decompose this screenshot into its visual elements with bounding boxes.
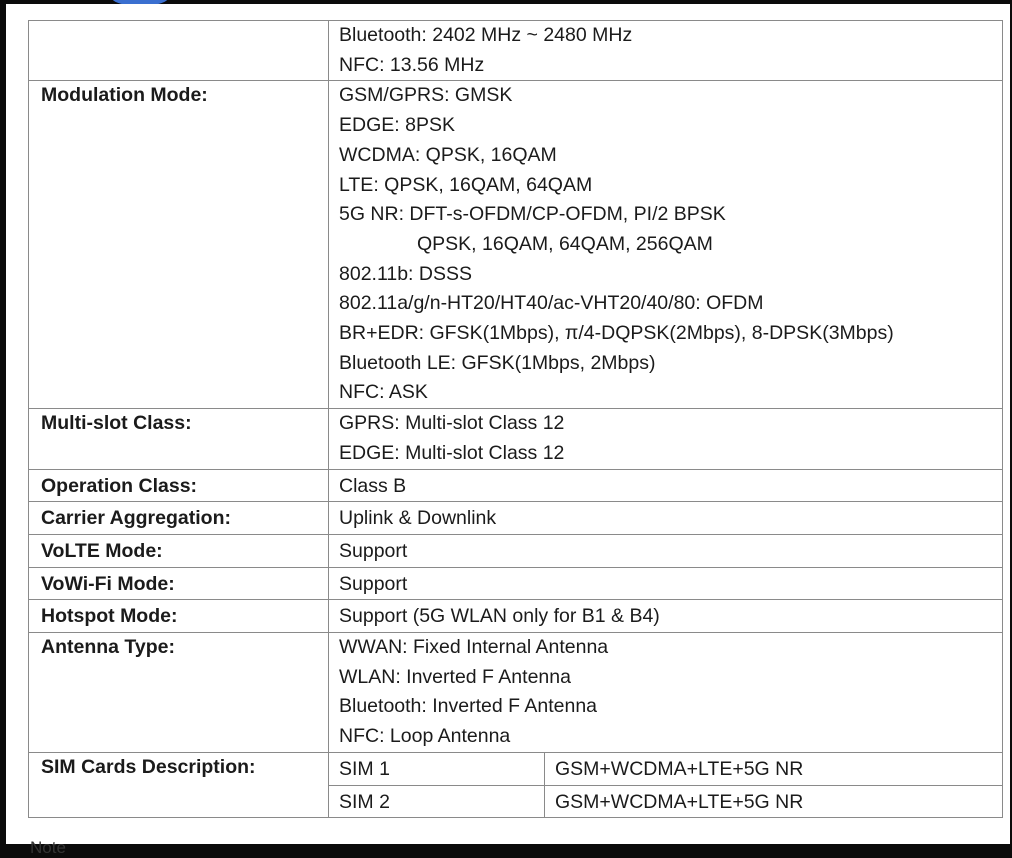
sim-value: GSM+WCDMA+LTE+5G NR: [545, 785, 1003, 818]
spec-line: EDGE: 8PSK: [339, 114, 455, 137]
spec-line: WCDMA: QPSK, 16QAM: [339, 143, 557, 166]
spec-line: NFC: ASK: [339, 381, 428, 404]
spec-row-volte: [29, 534, 1003, 567]
spec-value-carrier-aggregation: Uplink & Downlink: [329, 502, 1003, 535]
spec-label-carrier-aggregation: Carrier Aggregation:: [29, 502, 329, 535]
spec-line: BR+EDR: GFSK(1Mbps), π/4-DQPSK(2Mbps), 8-DPSK(3Mbps): [339, 322, 894, 345]
spec-row-carrier-aggregation: [29, 502, 1003, 535]
spec-label-sim-cards: SIM Cards Description:: [29, 752, 329, 817]
spec-value-antenna: [329, 633, 1003, 753]
spec-label-frequency: [29, 21, 329, 81]
spec-line: NFC: Loop Antenna: [339, 725, 511, 748]
spec-row-multislot: [29, 409, 1003, 469]
spec-line: EDGE: Multi-slot Class 12: [339, 441, 565, 464]
spec-line: GSM/GPRS: GMSK: [339, 84, 513, 107]
spec-label-operation-class: Operation Class:: [29, 469, 329, 502]
sim-name: SIM 1: [329, 752, 545, 785]
spec-line: NFC: 13.56 MHz: [339, 53, 485, 76]
spec-value-vowifi: Support: [329, 567, 1003, 600]
spec-value-modulation: [329, 81, 1003, 409]
spec-row-hotspot: [29, 600, 1003, 633]
spec-row-antenna: [29, 633, 1003, 753]
spec-row-operation-class: [29, 469, 1003, 502]
spec-row-modulation: [29, 81, 1003, 409]
spec-label-antenna: Antenna Type:: [29, 633, 329, 753]
spec-label-modulation: Modulation Mode:: [29, 81, 329, 409]
spec-label-vowifi: VoWi-Fi Mode:: [29, 567, 329, 600]
spec-value-frequency: [329, 21, 1003, 81]
spec-value-hotspot: Support (5G WLAN only for B1 & B4): [329, 600, 1003, 633]
spec-value-operation-class: Class B: [329, 469, 1003, 502]
spec-table: [28, 20, 1003, 818]
sim-value: GSM+WCDMA+LTE+5G NR: [545, 752, 1003, 785]
spec-line: QPSK, 16QAM, 64QAM, 256QAM: [417, 232, 713, 255]
spec-line: 802.11b: DSSS: [339, 262, 472, 285]
spec-row-sim-1: [29, 752, 1003, 785]
document-page: [6, 4, 1010, 857]
footer-note: Note: [30, 838, 66, 857]
spec-line: Bluetooth: Inverted F Antenna: [339, 695, 598, 718]
spec-line: LTE: QPSK, 16QAM, 64QAM: [339, 173, 593, 196]
spec-line: GPRS: Multi-slot Class 12: [339, 412, 565, 435]
spec-line: Bluetooth: 2402 MHz ~ 2480 MHz: [339, 24, 633, 46]
spec-line: 802.11a/g/n-HT20/HT40/ac-VHT20/40/80: OFDM: [339, 292, 764, 315]
sim-name: SIM 2: [329, 785, 545, 818]
spec-value-multislot: [329, 409, 1003, 469]
spec-label-volte: VoLTE Mode:: [29, 534, 329, 567]
spec-row-frequency: [29, 21, 1003, 81]
spec-line: WWAN: Fixed Internal Antenna: [339, 636, 609, 659]
spec-value-volte: Support: [329, 534, 1003, 567]
spec-line: 5G NR: DFT-s-OFDM/CP-OFDM, PI/2 BPSK: [339, 203, 726, 226]
spec-line: WLAN: Inverted F Antenna: [339, 665, 571, 688]
spec-label-hotspot: Hotspot Mode:: [29, 600, 329, 633]
spec-line: Bluetooth LE: GFSK(1Mbps, 2Mbps): [339, 351, 656, 374]
spec-row-vowifi: [29, 567, 1003, 600]
spec-label-multislot: Multi-slot Class:: [29, 409, 329, 469]
